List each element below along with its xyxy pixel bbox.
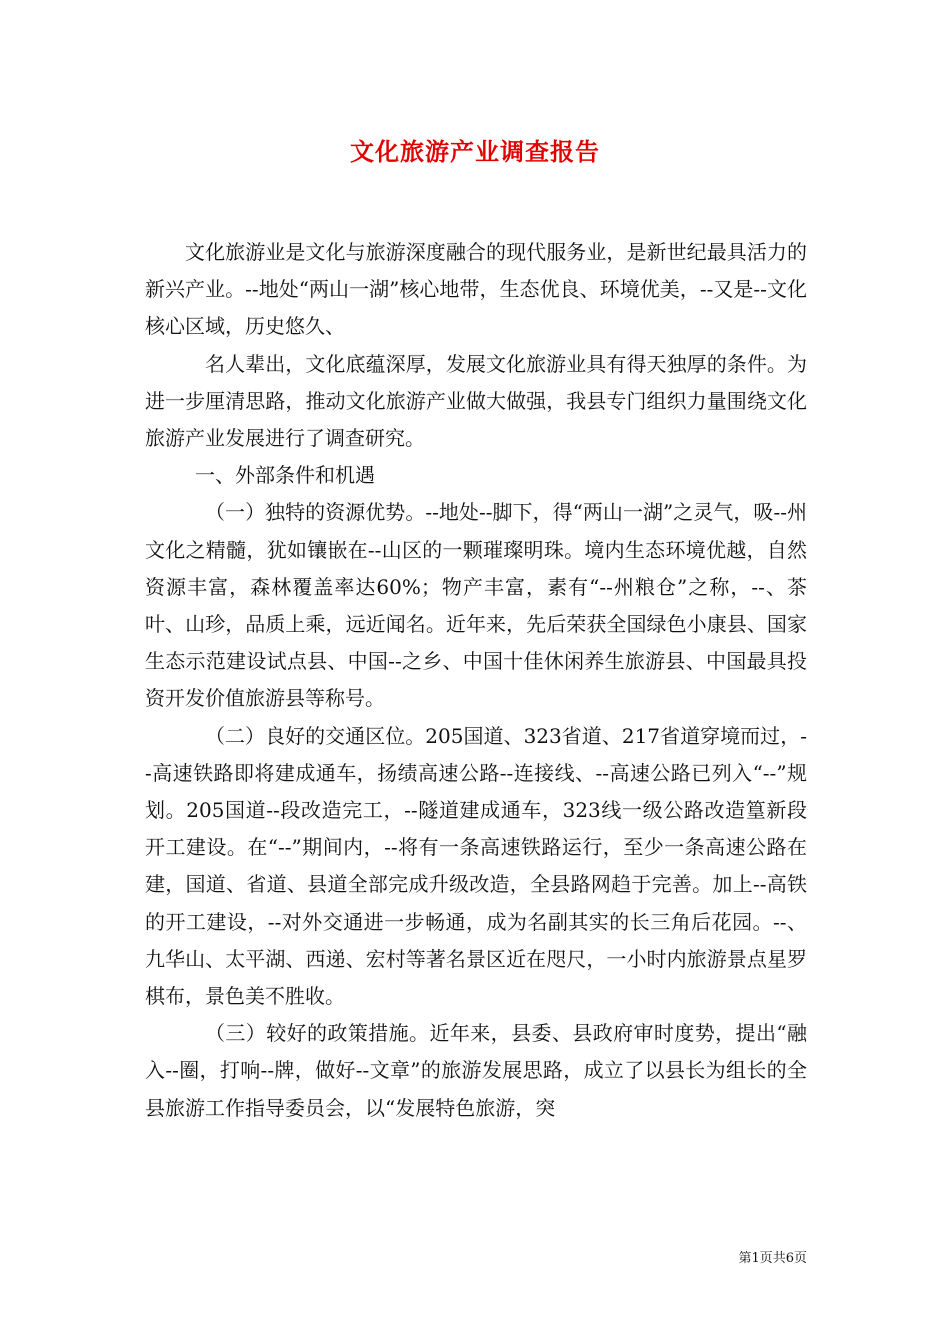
- paragraph-policy-measures: （三）较好的政策措施。近年来，县委、县政府审时度势，提出“融入--圈，打响--牌，做好--文章”的旅游发展思路，成立了以县长为组长的全县旅游工作指导委员会，以“发展特色旅游，突: [145, 1021, 807, 1120]
- document-title: 文化旅游产业调查报告: [350, 137, 600, 166]
- page-number: 第1页共6页: [738, 1251, 807, 1266]
- paragraph-transport-location: （二）良好的交通区位。205国道、323省道、217省道穿境而过，--高速铁路即将建成通车，扬绩高速公路--连接线、--高速公路已列入“--”规划。205国道--段改造完工，--隧道建成通车，323线一级公路改造篁新段开工建设。在“--”期间内，--将有一条高速铁路运行，至少一条高速公路在建，国道、省道、县道全部完成升级改造，全县路网趋于完善。加上--高铁的开工建设，--对外交通进一步畅通，成为名副其实的长三角后花园。--、九华山、太平湖、西递、宏村等著名景区近在咫尺，一小时内旅游景点星罗棋布，景色美不胜收。: [145, 723, 807, 1009]
- document-body: [145, 234, 807, 1127]
- paragraph-intro-continued: 名人辈出，文化底蕴深厚，发展文化旅游业具有得天独厚的条件。为进一步厘清思路，推动文化旅游产业做大做强，我县专门组织力量围绕文化旅游产业发展进行了调查研究。: [145, 351, 807, 451]
- section-heading: 一、外部条件和机遇: [195, 463, 375, 488]
- paragraph-resource-advantage: （一）独特的资源优势。--地处--脚下，得“两山一湖”之灵气，吸--州文化之精髓，犹如镶嵌在--山区的一颗璀璨明珠。境内生态环境优越，自然资源丰富，森林覆盖率达60%；物产丰富，素有“--州粮仓”之称，--、茶叶、山珍，品质上乘，远近闻名。近年来，先后荣获全国绿色小康县、国家生态示范建设试点县、中国--之乡、中国十佳休闲养生旅游县、中国最具投资开发价值旅游县等称号。: [145, 500, 807, 711]
- paragraph-intro: 文化旅游业是文化与旅游深度融合的现代服务业，是新世纪最具活力的新兴产业。--地处“两山一湖”核心地带，生态优良、环境优美，--又是--文化核心区域，历史悠久、: [145, 240, 807, 339]
